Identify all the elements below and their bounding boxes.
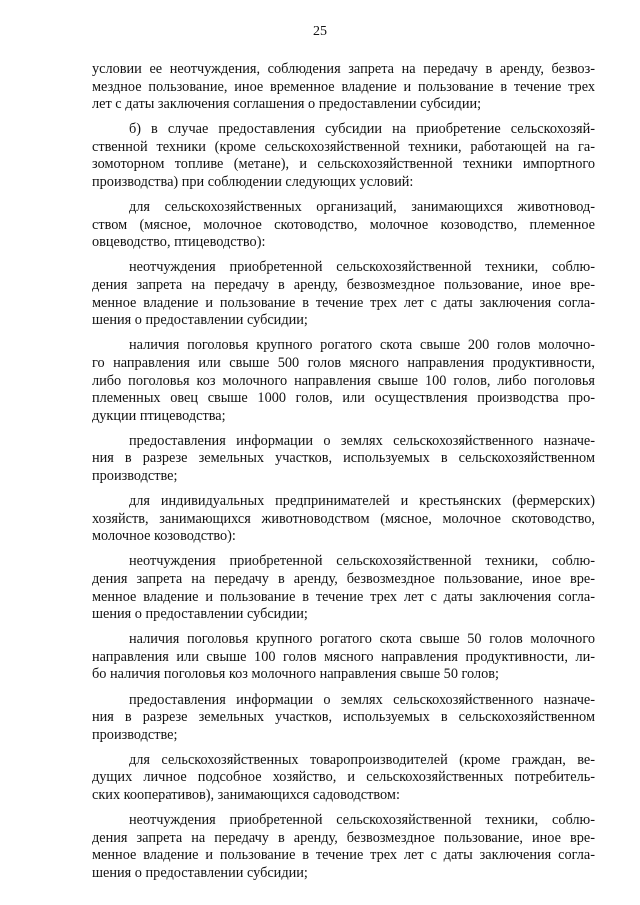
- text-line: хозяйств, занимающихся животноводством (мясное, молочное скотоводство,: [92, 510, 595, 527]
- text-line: дения запрета на передачу в аренду, безвозмездное пользование, иное вре-: [92, 277, 595, 294]
- paragraph: [92, 199, 595, 252]
- text-line: ственной техники (кроме сельскохозяйственной техники, работающей на га-: [92, 138, 595, 155]
- text-line: шения о предоставлении субсидии;: [92, 312, 308, 329]
- paragraph: [92, 553, 595, 623]
- paragraph: [92, 433, 595, 486]
- text-line: либо поголовья коз молочного направления свыше 100 голов, либо поголовья: [92, 372, 595, 389]
- paragraph: [92, 493, 595, 546]
- text-line: неотчуждения приобретенной сельскохозяйственной техники, соблю-: [129, 553, 595, 570]
- text-line: го направления или свыше 500 голов мясного направления продуктивности,: [92, 354, 595, 371]
- text-line: производства) при соблюдении следующих условий:: [92, 174, 414, 191]
- paragraph: [92, 631, 595, 684]
- page-number: 25: [313, 24, 327, 39]
- text-line: бо наличия поголовья коз молочного направления свыше 50 голов;: [92, 666, 500, 683]
- paragraph: [92, 121, 595, 191]
- paragraph: [92, 812, 595, 882]
- text-line: неотчуждения приобретенной сельскохозяйственной техники, соблю-: [129, 812, 595, 829]
- text-line: менное владение и пользование в течение трех лет с даты заключения согла-: [92, 588, 595, 605]
- text-line: зомоторном топливе (метане), и сельскохозяйственной техники импортного: [92, 156, 595, 173]
- document-body: [92, 61, 595, 890]
- text-line: наличия поголовья крупного рогатого скота свыше 200 голов молочно-: [129, 337, 595, 354]
- text-line: наличия поголовья крупного рогатого скота свыше 50 голов молочного: [129, 631, 595, 648]
- text-line: лет с даты заключения соглашения о предоставлении субсидии;: [92, 96, 482, 113]
- paragraph: [92, 259, 595, 329]
- text-line: условии ее неотчуждения, соблюдения запрета на передачу в аренду, безвоз-: [92, 61, 595, 77]
- text-line: б) в случае предоставления субсидии на приобретение сельскохозяй-: [129, 121, 595, 138]
- text-line: менное владение и пользование в течение трех лет с даты заключения согла-: [92, 847, 595, 864]
- text-line: шения о предоставлении субсидии;: [92, 606, 308, 623]
- text-line: ния в разрезе земельных участков, используемых в сельскохозяйственном: [92, 709, 595, 726]
- text-line: овцеводство, птицеводство):: [92, 234, 266, 251]
- text-line: предоставления информации о землях сельскохозяйственного назначе-: [129, 432, 595, 449]
- text-line: для сельскохозяйственных товаропроизводителей (кроме граждан, ве-: [129, 751, 595, 768]
- text-line: дения запрета на передачу в аренду, безвозмездное пользование, иное вре-: [92, 570, 595, 587]
- text-line: дения запрета на передачу в аренду, безвозмездное пользование, иное вре-: [92, 829, 595, 846]
- paragraph: [92, 692, 595, 745]
- text-line: для индивидуальных предпринимателей и крестьянских (фермерских): [129, 493, 595, 510]
- text-line: неотчуждения приобретенной сельскохозяйственной техники, соблю-: [129, 259, 595, 276]
- text-line: мездное пользование, иное временное владение и пользование в течение трех: [92, 78, 595, 95]
- paragraph: [92, 337, 595, 425]
- text-line: ских кооперативов), занимающихся садоводством:: [92, 786, 400, 803]
- text-line: молочное козоводство):: [92, 528, 236, 545]
- text-line: ния в разрезе земельных участков, используемых в сельскохозяйственном: [92, 450, 595, 467]
- text-line: ством (мясное, молочное скотоводство, молочное козоводство, племенное: [92, 216, 595, 233]
- text-line: производстве;: [92, 467, 178, 484]
- text-line: дукции птицеводства;: [92, 407, 226, 424]
- text-line: направления или свыше 100 голов мясного направления продуктивности, ли-: [92, 648, 595, 665]
- text-line: племенных овец свыше 1000 голов, или осуществления производства про-: [92, 390, 595, 407]
- paragraph: [92, 752, 595, 805]
- paragraph: [92, 61, 595, 114]
- text-line: производстве;: [92, 726, 178, 743]
- text-line: для сельскохозяйственных организаций, занимающихся животновод-: [129, 199, 595, 216]
- text-line: менное владение и пользование в течение трех лет с даты заключения согла-: [92, 294, 595, 311]
- text-line: шения о предоставлении субсидии;: [92, 864, 308, 881]
- text-line: предоставления информации о землях сельскохозяйственного назначе-: [129, 691, 595, 708]
- text-line: дущих личное подсобное хозяйство, и сельскохозяйственных потребитель-: [92, 769, 595, 786]
